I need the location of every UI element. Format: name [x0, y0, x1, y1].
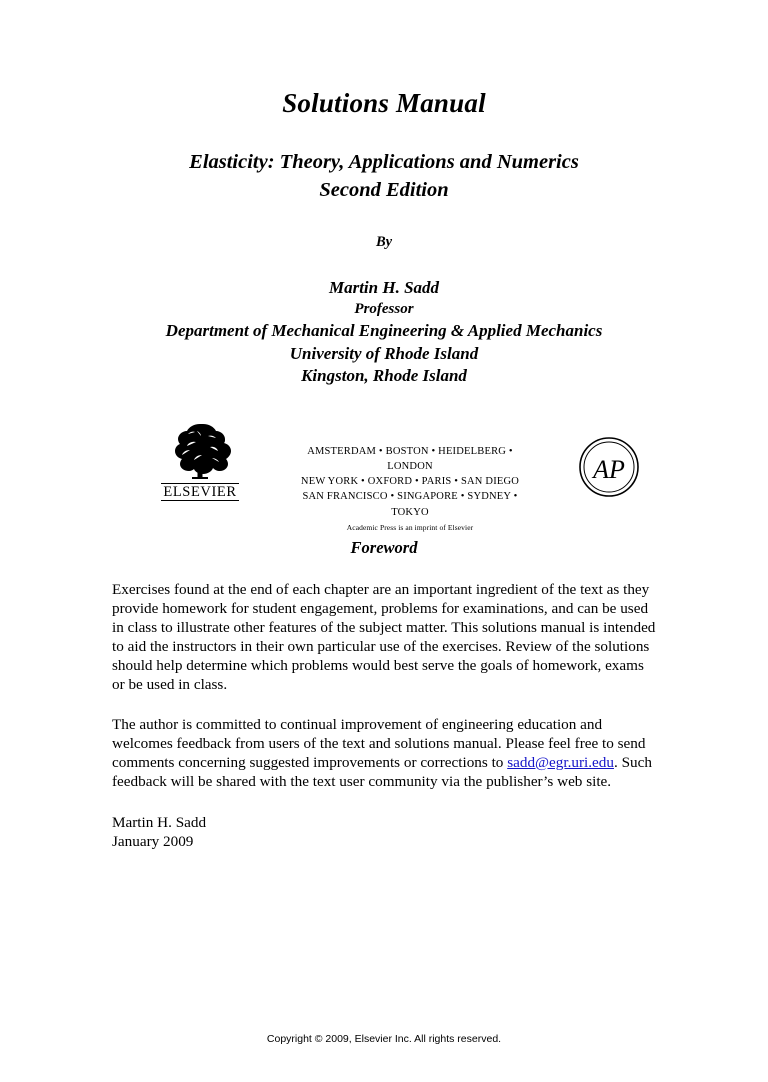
- page-title: Solutions Manual: [282, 88, 486, 118]
- author-university: University of Rhode Island: [289, 343, 479, 363]
- foreword-heading: Foreword: [350, 537, 418, 557]
- by-label: By: [375, 234, 393, 251]
- foreword-paragraph-2-part-1: The author is committed to continual improvement of engineering education and welcomes feedback from users of the text and solutions manual. Please feel free to send comments concerning suggested improvements or corrections to: [112, 715, 646, 771]
- svg-text:AP: AP: [593, 454, 625, 484]
- signature-date: January 2009: [112, 833, 194, 851]
- author-department: Department of Mechanical Engineering & Applied Mechanics: [165, 320, 603, 340]
- foreword-paragraph-1: Exercises found at the end of each chapter are an important ingredient of the text as they provide homework for student engagement, problems for examinations, and can be used in class to illustrate other features of the subject matter. This solutions manual is intended to aid the instructors in their own particular use of the exercises. Review of the solutions should help determine which problems would best serve the goals of homework, exams or be used in class.: [112, 580, 656, 694]
- copyright-notice: Copyright © 2009, Elsevier Inc. All rights reserved.: [266, 1033, 502, 1045]
- cities-line-3: SAN FRANCISCO • SINGAPORE • SYDNEY • TOKYO: [302, 491, 518, 518]
- author-block: [112, 277, 656, 387]
- author-email-link[interactable]: sadd@egr.uri.edu: [507, 753, 614, 771]
- imprint-note: Academic Press is an imprint of Elsevier: [346, 522, 474, 532]
- foreword-paragraph-2: [112, 715, 656, 792]
- publisher-cities: [290, 444, 530, 534]
- author-city: Kingston, Rhode Island: [301, 366, 467, 386]
- signature-block: [112, 813, 656, 851]
- subtitle-line-2: Second Edition: [319, 178, 449, 201]
- author-name: Martin H. Sadd: [328, 278, 440, 298]
- elsevier-wordmark: ELSEVIER: [163, 483, 237, 500]
- document-page: [0, 88, 768, 1082]
- publisher-band: [112, 420, 656, 532]
- academic-press-logo-icon: [578, 436, 640, 498]
- signature-name: Martin H. Sadd: [112, 814, 207, 832]
- cities-line-2: NEW YORK • OXFORD • PARIS • SAN DIEGO: [300, 476, 520, 488]
- document-subtitle: [112, 149, 656, 204]
- elsevier-logo: [160, 420, 240, 502]
- author-rank: Professor: [354, 300, 414, 317]
- cities-line-1: AMSTERDAM • BOSTON • HEIDELBERG • LONDON: [307, 445, 513, 472]
- foreword-paragraph-2-part-2: . Such feedback will be shared with the text user community via the publisher’s web site.: [112, 753, 652, 790]
- subtitle-line-1: Elasticity: Theory, Applications and Numerics: [189, 151, 579, 173]
- elsevier-tree-icon: [166, 420, 234, 482]
